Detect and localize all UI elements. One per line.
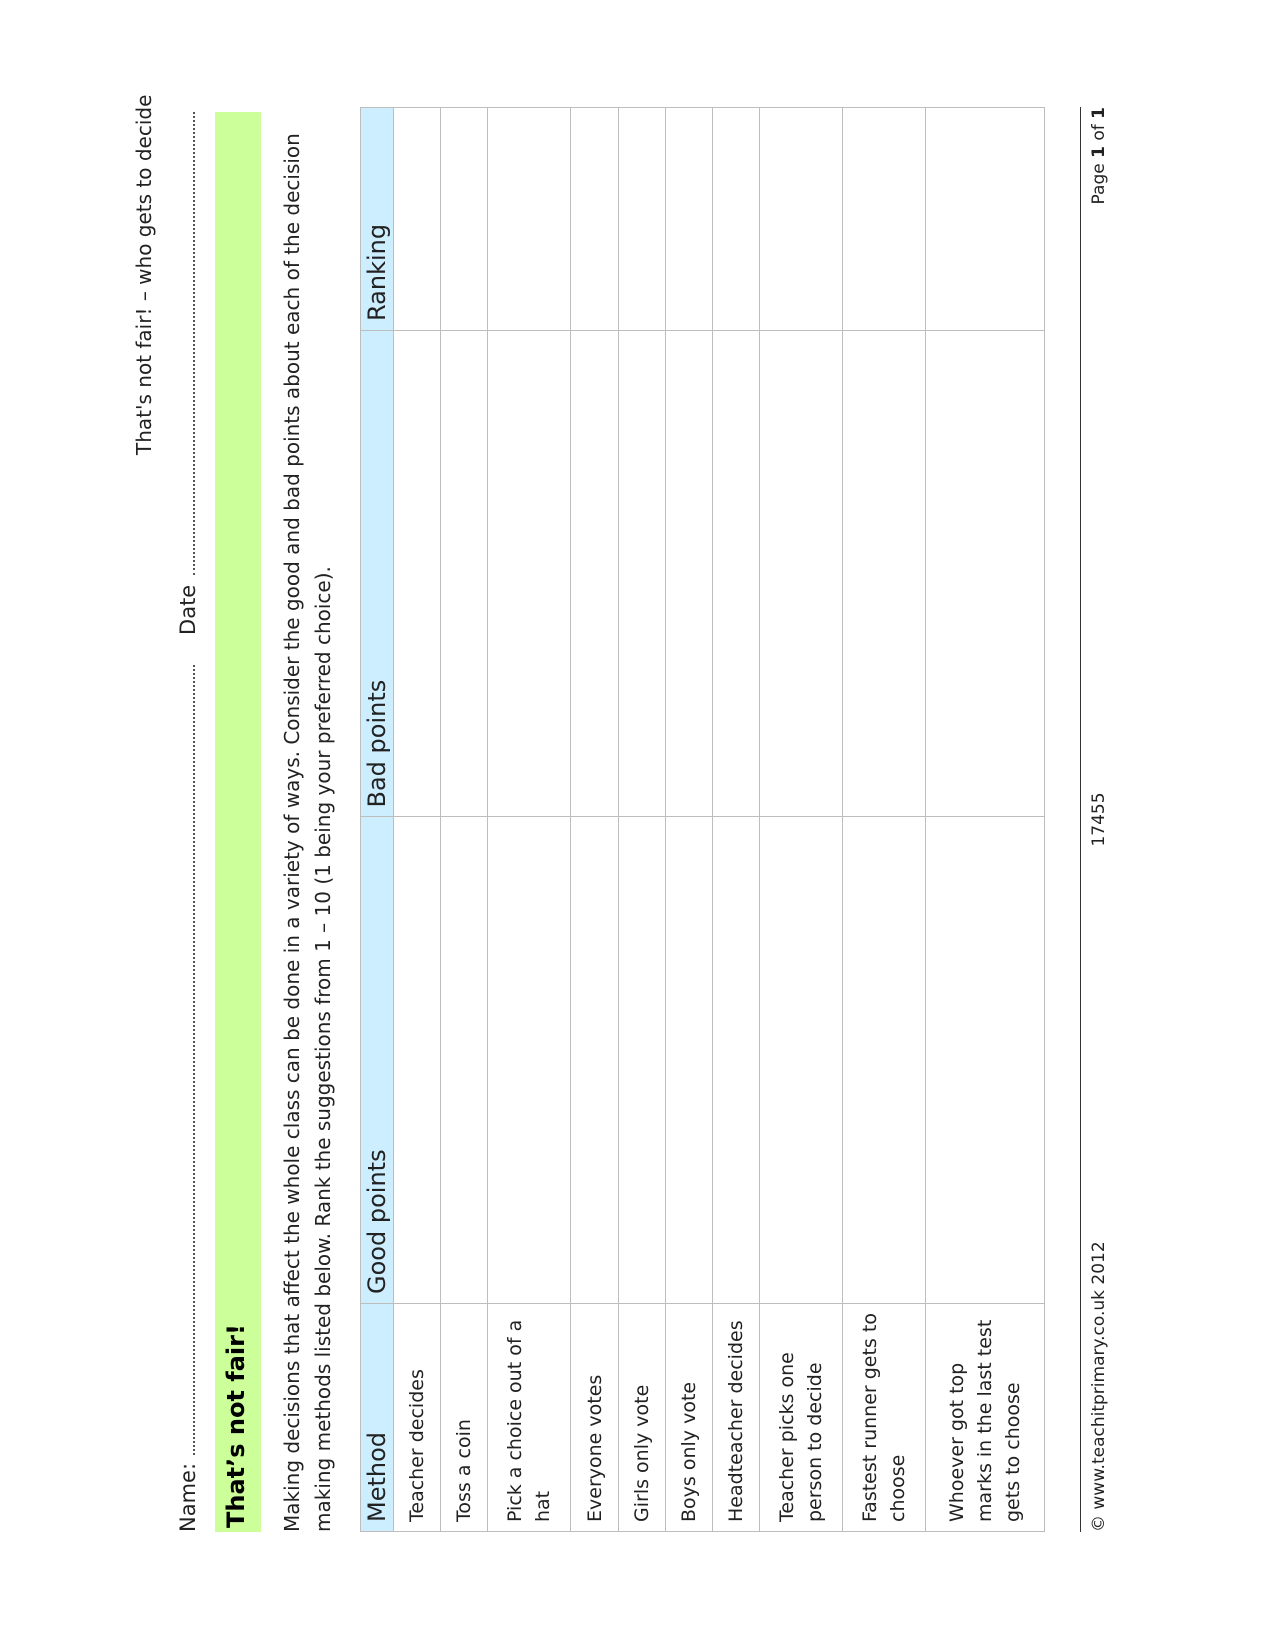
page-current: 1 [1089, 146, 1109, 158]
ranking-cell[interactable] [441, 108, 488, 331]
ranking-cell[interactable] [488, 108, 571, 331]
document-id: 17455 [1089, 792, 1109, 847]
method-cell: Everyone votes [571, 1303, 618, 1531]
method-cell: Girls only vote [618, 1303, 665, 1531]
good-points-cell[interactable] [571, 817, 618, 1303]
page-footer [1080, 107, 1121, 1532]
table-row [441, 108, 488, 1532]
method-cell: Fastest runner gets to choose [843, 1303, 926, 1531]
bad-points-cell[interactable] [760, 331, 843, 817]
copyright-text: © www.teachitprimary.co.uk 2012 [1089, 1241, 1109, 1532]
method-cell: Headteacher decides [713, 1303, 760, 1531]
ranking-cell[interactable] [713, 108, 760, 331]
page-total: 1 [1089, 107, 1109, 119]
header-ranking: Ranking [361, 108, 394, 331]
bad-points-cell[interactable] [926, 331, 1045, 817]
ranking-cell[interactable] [926, 108, 1045, 331]
table-header-row [361, 108, 394, 1532]
bad-points-cell[interactable] [843, 331, 926, 817]
title-banner [215, 112, 261, 1532]
page-title: That’s not fair! [222, 1324, 250, 1528]
header-method: Method [361, 1303, 394, 1531]
instructions-text: Making decisions that affect the whole class can be done in a variety of ways. Consider the good and bad points about each of the decision making methods listed below. Rank the suggestions from 1 – 10 (1 being your preferred choice). [280, 133, 335, 1532]
ranking-cell[interactable] [760, 108, 843, 331]
bad-points-cell[interactable] [618, 331, 665, 817]
bad-points-cell[interactable] [713, 331, 760, 817]
good-points-cell[interactable] [394, 817, 441, 1303]
good-points-cell[interactable] [760, 817, 843, 1303]
good-points-cell[interactable] [843, 817, 926, 1303]
bad-points-cell[interactable] [571, 331, 618, 817]
ranking-cell[interactable] [394, 108, 441, 331]
page-number [1089, 107, 1109, 204]
date-label: Date [176, 584, 200, 635]
name-label: Name: [176, 1462, 200, 1532]
table-row [394, 108, 441, 1532]
method-cell: Boys only vote [665, 1303, 712, 1531]
method-cell: Teacher picks one person to decide [760, 1303, 843, 1531]
table-row [713, 108, 760, 1532]
bad-points-cell[interactable] [665, 331, 712, 817]
table-row [618, 108, 665, 1532]
good-points-cell[interactable] [618, 817, 665, 1303]
ranking-cell[interactable] [843, 108, 926, 331]
ranking-cell[interactable] [571, 108, 618, 331]
decision-methods-table [360, 107, 1045, 1532]
good-points-cell[interactable] [488, 817, 571, 1303]
table-row [571, 108, 618, 1532]
table-row [665, 108, 712, 1532]
bad-points-cell[interactable] [488, 331, 571, 817]
ranking-cell[interactable] [618, 108, 665, 331]
good-points-cell[interactable] [665, 817, 712, 1303]
document-title: That's not fair! – who gets to decide [132, 94, 156, 455]
name-line[interactable] [192, 665, 195, 1455]
table-row [926, 108, 1045, 1532]
header-good-points: Good points [361, 817, 394, 1303]
table-row [760, 108, 843, 1532]
table-row [488, 108, 571, 1532]
method-cell: Pick a choice out of a hat [488, 1303, 571, 1531]
method-cell: Teacher decides [394, 1303, 441, 1531]
method-cell: Toss a coin [441, 1303, 488, 1531]
page-of: of [1089, 124, 1109, 141]
bad-points-cell[interactable] [441, 331, 488, 817]
table-row [843, 108, 926, 1532]
good-points-cell[interactable] [441, 817, 488, 1303]
name-date-row [170, 112, 200, 1532]
bad-points-cell[interactable] [394, 331, 441, 817]
method-cell: Whoever got top marks in the last test gets to choose [926, 1303, 1045, 1531]
date-line[interactable] [192, 112, 195, 575]
header-bad-points: Bad points [361, 331, 394, 817]
good-points-cell[interactable] [713, 817, 760, 1303]
good-points-cell[interactable] [926, 817, 1045, 1303]
ranking-cell[interactable] [665, 108, 712, 331]
page-prefix: Page [1089, 163, 1109, 205]
